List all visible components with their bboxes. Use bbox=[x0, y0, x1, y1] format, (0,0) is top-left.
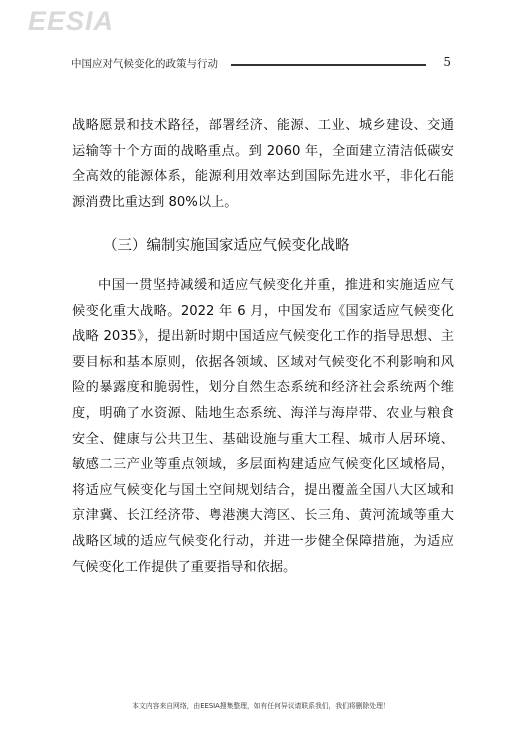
header-rule bbox=[231, 64, 426, 66]
running-header bbox=[71, 56, 451, 72]
body-paragraph-1: 战略愿景和技术路径，部署经济、能源、工业、城乡建设、交通运输等十个方面的战略重点。到 2060 年，全面建立清洁低碳安全高效的能源体系，能源利用效率达到国际先进水平，非化石能源消费比重达到 80%以上。 bbox=[72, 118, 454, 210]
footer-disclaimer: 本文内容来自网络，由EESIA搜集整理，如有任何异议请联系我们，我们将删除处理！ bbox=[132, 702, 390, 710]
eesia-watermark-logo: EESIA bbox=[28, 6, 115, 36]
section-heading: （三）编制实施国家适应气候变化战略 bbox=[103, 238, 350, 254]
body-paragraph-2: 中国一贯坚持减缓和适应气候变化并重，推进和实施适应气候变化重大战略。2022 年 6 月，中国发布《国家适应气候变化战略 2035》，提出新时期中国适应气候变化工作的指导思想、主要目标和基本原则，依据各领域、区域对气候变化不利影响和风险的暴露度和脆弱性，划分自然生态系统和经济社会系统两个维度，明确了水资源、陆地生态系统、海洋与海岸带、农业与粮食安全、健康与公共卫生、基础设施与重大工程、城市人居环境、敏感二三产业等重点领域，多层面构建适应气候变化区域格局，将适应气候变化与国土空间规划结合，提出覆盖全国八大区域和京津冀、长江经济带、粤港澳大湾区、长三角、黄河流域等重大战略区域的适应气候变化行动，并进一步健全保障措施，为适应气候变化工作提供了重要指导和依据。 bbox=[72, 278, 454, 575]
page-number: 5 bbox=[443, 55, 451, 69]
header-title: 中国应对气候变化的政策与行动 bbox=[71, 58, 218, 70]
